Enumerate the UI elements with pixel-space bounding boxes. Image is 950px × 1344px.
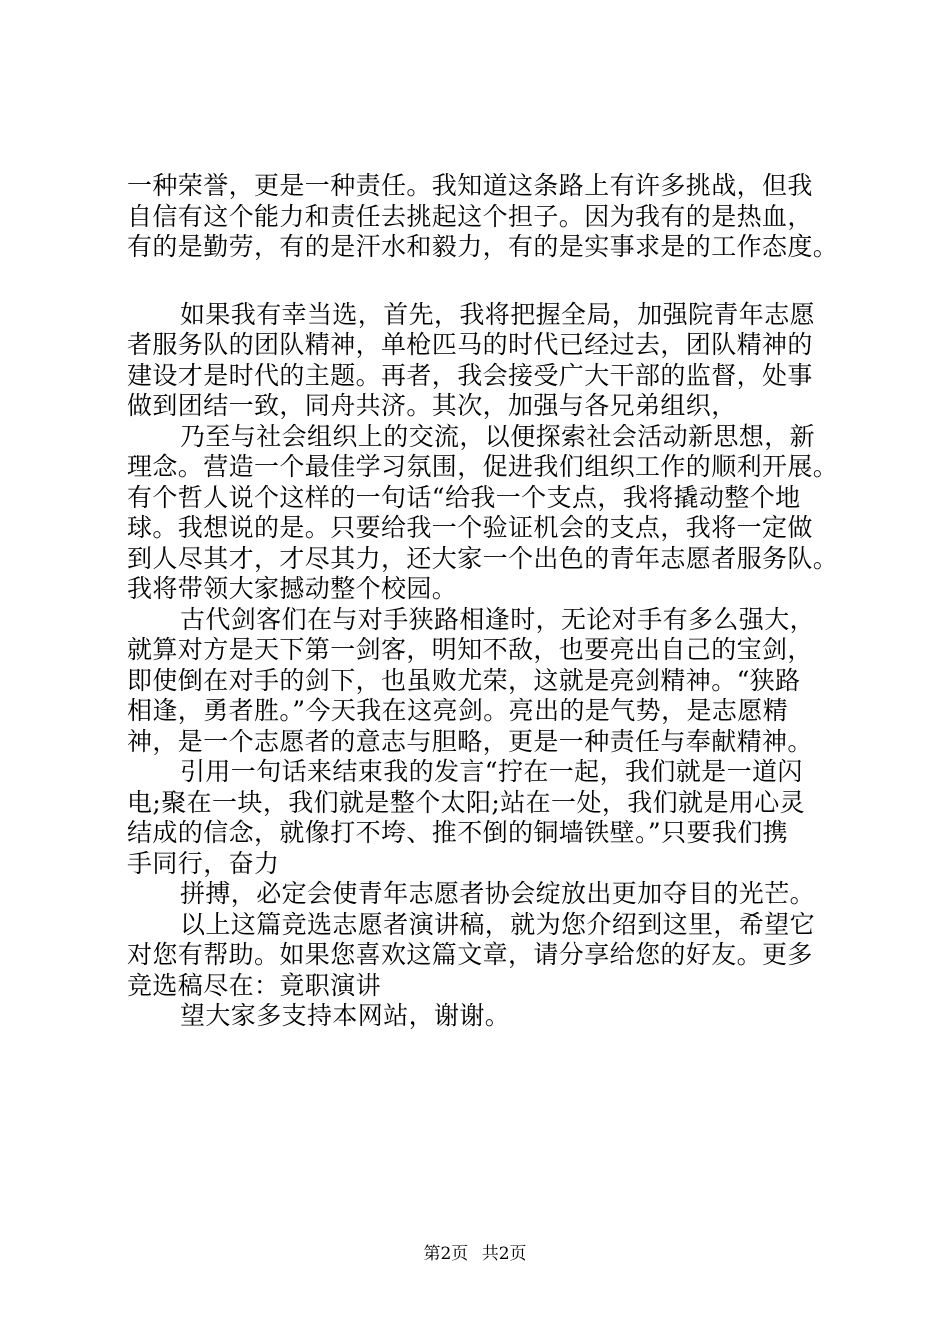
text-line: 乃至与社会组织上的交流，以便探索社会活动新思想，新 bbox=[180, 421, 816, 451]
page-number-current: 第2页 bbox=[423, 1244, 469, 1264]
document-body bbox=[127, 171, 862, 1032]
page-number-total: 共2页 bbox=[481, 1244, 527, 1264]
text-line: 电;聚在一块，我们就是整个太阳;站在一处，我们就是用心灵 bbox=[127, 787, 806, 817]
text-line: 就算对方是天下第一剑客，明知不敌，也要亮出自己的宝剑， bbox=[127, 635, 813, 664]
text-line: 做到团结一致，同舟共济。其次，加强与各兄弟组织， bbox=[127, 391, 737, 420]
text-line: 球。我想说的是。只要给我一个验证机会的支点，我将一定做 bbox=[127, 513, 813, 542]
text-line: 建设才是时代的主题。再者，我会接受广大干部的监督，处事 bbox=[127, 360, 813, 390]
page-footer bbox=[0, 1244, 950, 1264]
text-line: 对您有帮助。如果您喜欢这篇文章，请分享给您的好友。更多 bbox=[127, 940, 813, 969]
text-line: 相逢，勇者胜。”今天我在这亮剑。亮出的是气势，是志愿精 bbox=[127, 696, 789, 725]
text-line: 到人尽其才，才尽其力，还大家一个出色的青年志愿者服务队。 bbox=[127, 543, 839, 573]
text-line: 古代剑客们在与对手狭路相逢时，无论对手有多么强大， bbox=[180, 604, 816, 634]
text-line: 即使倒在对手的剑下，也虽败尤荣，这就是亮剑精神。“狭路 bbox=[127, 665, 801, 695]
text-line: 我将带领大家撼动整个校园。 bbox=[127, 574, 458, 603]
paragraph-gap bbox=[127, 263, 862, 300]
text-line: 有的是勤劳，有的是汗水和毅力，有的是实事求是的工作态度。 bbox=[127, 232, 839, 261]
text-line: 拼搏，必定会使青年志愿者协会绽放出更加夺目的光芒。 bbox=[180, 879, 816, 908]
text-line: 手同行，奋力 bbox=[127, 848, 280, 878]
text-line: 理念。营造一个最佳学习氛围，促进我们组织工作的顺利开展。 bbox=[127, 452, 839, 481]
text-line: 一种荣誉，更是一种责任。我知道这条路上有许多挑战，但我 bbox=[127, 171, 813, 200]
text-line: 如果我有幸当选，首先，我将把握全局，加强院青年志愿 bbox=[180, 299, 816, 329]
text-line: 者服务队的团队精神，单枪匹马的时代已经过去，团队精神的 bbox=[127, 330, 813, 359]
text-line: 竞选稿尽在：竟职演讲 bbox=[127, 970, 382, 1000]
text-line: 望大家多支持本网站，谢谢。 bbox=[180, 1001, 511, 1030]
text-line: 神，是一个志愿者的意志与胆略，更是一种责任与奉献精神。 bbox=[127, 726, 813, 756]
text-line: 结成的信念，就像打不垮、推不倒的铜墙铁壁。”只要我们携 bbox=[127, 818, 789, 847]
text-line: 以上这篇竞选志愿者演讲稿，就为您介绍到这里，希望它 bbox=[180, 909, 816, 939]
text-line: 自信有这个能力和责任去挑起这个担子。因为我有的是热血， bbox=[127, 201, 813, 231]
text-line: 有个哲人说个这样的一句话“给我一个支点，我将撬动整个地 bbox=[127, 482, 801, 512]
text-line: 引用一句话来结束我的发言“拧在一起，我们就是一道闪 bbox=[180, 757, 803, 786]
